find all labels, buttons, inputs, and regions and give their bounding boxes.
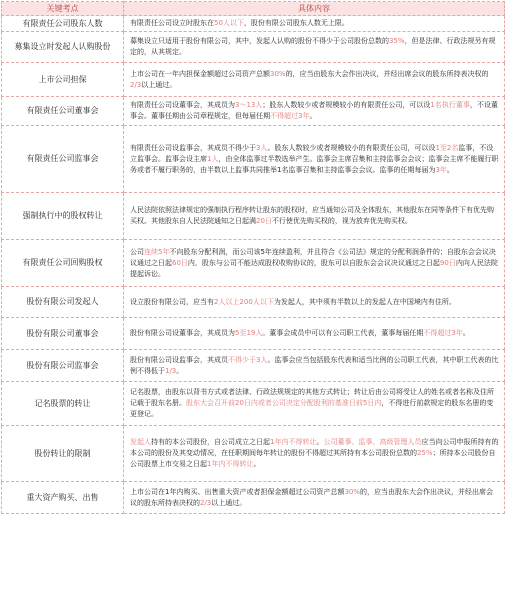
content-text: 设立股份有限公司，应当有: [130, 297, 214, 306]
highlighted-figure: 20日: [256, 217, 272, 225]
row-key-point: 有限责任公司股东人数: [2, 16, 124, 32]
header-key-point: 关键考点: [2, 2, 124, 16]
highlighted-figure: 2人以上200人以下: [214, 297, 274, 306]
content-text: 不向股东分配利润，而公司该5年连续盈利，并且符合《公司法》规定的分配利润条件的；自股东会会议决议通过之日起: [130, 247, 496, 267]
content-text: 记名股票，由股东以背书方式或者法律、行政法规规定的其他方式转让；转让后由公司将受让人的姓名或者名称及住所记载于股东名册。: [130, 388, 494, 407]
highlighted-figure: 1/3: [165, 366, 177, 375]
highlighted-figure: 1至2名: [435, 143, 459, 152]
content-text: 内，股东与公司不能达成股权收购协议的，股东可以自股东会会议决议通过之日起: [187, 258, 440, 267]
row-content: [124, 318, 505, 350]
row-key-point: 股份有限公司发起人: [2, 287, 124, 318]
header-content: 具体内容: [124, 2, 505, 16]
row-content: [124, 287, 505, 318]
row-key-point: 强制执行中的股权转让: [2, 193, 124, 240]
content-text: 。股东人数较少或者规模较小的有限责任公司，可以设: [267, 143, 436, 152]
content-text: 上市公司在1年内购买、出售重大资产或者担保金额超过公司资产总额: [130, 487, 345, 496]
table-row: [2, 382, 505, 426]
row-content: [124, 240, 505, 287]
content-text: 应当向公司申报所持有的本公司的股份及其变动情况，在任职期间每年转让的股份不得超过其所持有本公司股份总数的: [130, 438, 499, 457]
highlighted-figure: 不得超过3年: [270, 112, 310, 120]
content-text: 。: [462, 329, 470, 337]
highlighted-figure: 5至19人: [235, 329, 263, 337]
table-row: [2, 193, 505, 240]
table-row: [2, 482, 505, 514]
highlighted-figure: 2/3: [200, 498, 212, 507]
highlighted-figure: 2/3: [130, 80, 142, 89]
content-text: ，不设董事会。董事任期由公司章程规定，但每届任期: [130, 101, 498, 120]
highlighted-figure: 90日: [439, 258, 456, 267]
content-text: 的，应当由股东大会作出决议，并经出席会议的股东所持表决权的: [285, 69, 489, 78]
table-row: [2, 287, 505, 318]
highlighted-figure: 1年内不得转让: [270, 438, 317, 446]
highlighted-figure: 30%: [344, 487, 361, 496]
row-content: [124, 193, 505, 240]
highlighted-figure: 3～13人: [235, 101, 263, 109]
content-text: 公司: [130, 247, 144, 256]
row-content: [124, 63, 505, 97]
content-text: 有限责任公司设监事会，其成员不得少于: [130, 143, 256, 152]
content-text: 。: [446, 165, 454, 174]
content-text: 的，应当由股东大会作出决议，并经出席会议的股东所持表决权的: [130, 487, 494, 507]
row-content: [124, 426, 505, 482]
content-text: 。: [309, 112, 317, 120]
content-text: 不行使优先购买权的，视为放弃优先购买权。: [271, 217, 412, 225]
table-row: [2, 16, 505, 32]
row-key-point: 有限责任公司回购股权: [2, 240, 124, 287]
content-text: ；股东人数较少或者规模较小的有限责任公司，可以设: [262, 101, 431, 109]
content-text: 有限责任公司设立时股东在: [130, 19, 214, 27]
highlighted-figure: 1年内不得转让: [207, 460, 254, 468]
row-key-point: 上市公司担保: [2, 63, 124, 97]
content-text: 。: [253, 460, 261, 468]
highlighted-figure: 30%: [270, 69, 286, 78]
content-text: 以上通过。: [141, 80, 177, 89]
key-points-table: [1, 1, 505, 514]
highlighted-figure: 1人: [207, 154, 219, 163]
table-header-row: [2, 2, 505, 16]
table-row: [2, 240, 505, 287]
content-text: 。监事会应当包括股东代表和适当比例的公司职工代表，其中职工代表的比例不得低于: [130, 355, 499, 375]
content-text: 募集设立只适用于股份有限公司，其中，发起人认购的股份不得少于公司股份总数的: [130, 37, 389, 45]
row-content: [124, 350, 505, 382]
highlighted-figure: 公司董事、监事、高级管理人员: [323, 438, 422, 446]
row-key-point: 记名股票的转让: [2, 382, 124, 426]
row-content: [124, 97, 505, 126]
highlighted-figure: 50人以下: [214, 19, 244, 27]
content-text: ，但是法律、行政法规另有规定的，从其规定。: [130, 37, 496, 56]
highlighted-figure: 3人: [256, 143, 268, 152]
content-text: 持有的本公司股份，自公司成立之日起: [151, 438, 270, 446]
row-key-point: 股份转让的限制: [2, 426, 124, 482]
content-text: 。: [316, 438, 324, 446]
highlighted-figure: 25%: [417, 449, 433, 457]
highlighted-figure: 不得超过3年: [423, 329, 463, 337]
highlighted-figure: 股东大会召开前20日内或者公司决定分配股利的基准日前5日内: [186, 399, 382, 407]
table-row: [2, 97, 505, 126]
highlighted-figure: 1名执行董事: [430, 101, 470, 109]
row-content: [124, 32, 505, 63]
content-text: ，股份有限公司股东人数无上限。: [243, 19, 349, 27]
row-content: [124, 126, 505, 193]
row-key-point: 重大资产购买、出售: [2, 482, 124, 514]
row-key-point: 有限责任公司监事会: [2, 126, 124, 193]
content-text: 。董事会成员中可以有公司职工代表，董事每届任期: [262, 329, 424, 337]
table-row: [2, 63, 505, 97]
row-key-point: 募集设立时发起人认购股份: [2, 32, 124, 63]
content-text: 为发起人，其中须有半数以上的发起人在中国境内有住所。: [273, 297, 456, 306]
content-text: 股份有限公司设董事会，其成员为: [130, 329, 235, 337]
table-row: [2, 350, 505, 382]
row-content: [124, 382, 505, 426]
highlighted-figure: 35%: [389, 37, 405, 45]
highlighted-figure: 发起人: [130, 438, 151, 446]
row-content: [124, 16, 505, 32]
content-text: 有限责任公司设董事会，其成员为: [130, 101, 235, 109]
row-content: [124, 482, 505, 514]
row-key-point: 股份有限公司董事会: [2, 318, 124, 350]
highlighted-figure: 60日: [172, 258, 188, 267]
content-text: 内向人民法院提起诉讼。: [130, 258, 498, 278]
content-text: 上市公司在一年内担保金额超过公司资产总额: [130, 69, 270, 78]
content-text: 人民法院依照法律规定的强制执行程序转让股东的股权时，应当通知公司及全体股东，其他股东在同等条件下有优先购买权。其他股东自人民法院通知之日起满: [130, 206, 494, 225]
highlighted-figure: 连续5年: [144, 247, 170, 256]
table-row: [2, 318, 505, 350]
highlighted-figure: 不得少于3人: [228, 355, 268, 364]
row-key-point: 股份有限公司监事会: [2, 350, 124, 382]
content-text: ，由全体监事过半数选举产生。监事会主席召集和主持监事会会议；监事会主席不能履行职务或者不履行职务的，由半数以上监事共同推举1名监事召集和主持监事会会议。监事的任期每届为: [130, 154, 499, 174]
row-key-point: 有限责任公司董事会: [2, 97, 124, 126]
content-text: 。: [176, 366, 184, 375]
content-text: ，不得进行前款规定的股东名册的变更登记。: [130, 399, 494, 418]
table-row: [2, 426, 505, 482]
content-text: ；所持本公司股份自公司股票上市交易之日起: [130, 449, 496, 468]
table-row: [2, 126, 505, 193]
content-text: 股份有限公司设监事会，其成员: [130, 355, 228, 364]
content-text: 以上通过。: [211, 498, 247, 507]
table-row: [2, 32, 505, 63]
content-text: 监事，不设立监事会。监事会设主席: [130, 143, 494, 163]
highlighted-figure: 3年: [435, 165, 447, 174]
table-body: [2, 16, 505, 514]
